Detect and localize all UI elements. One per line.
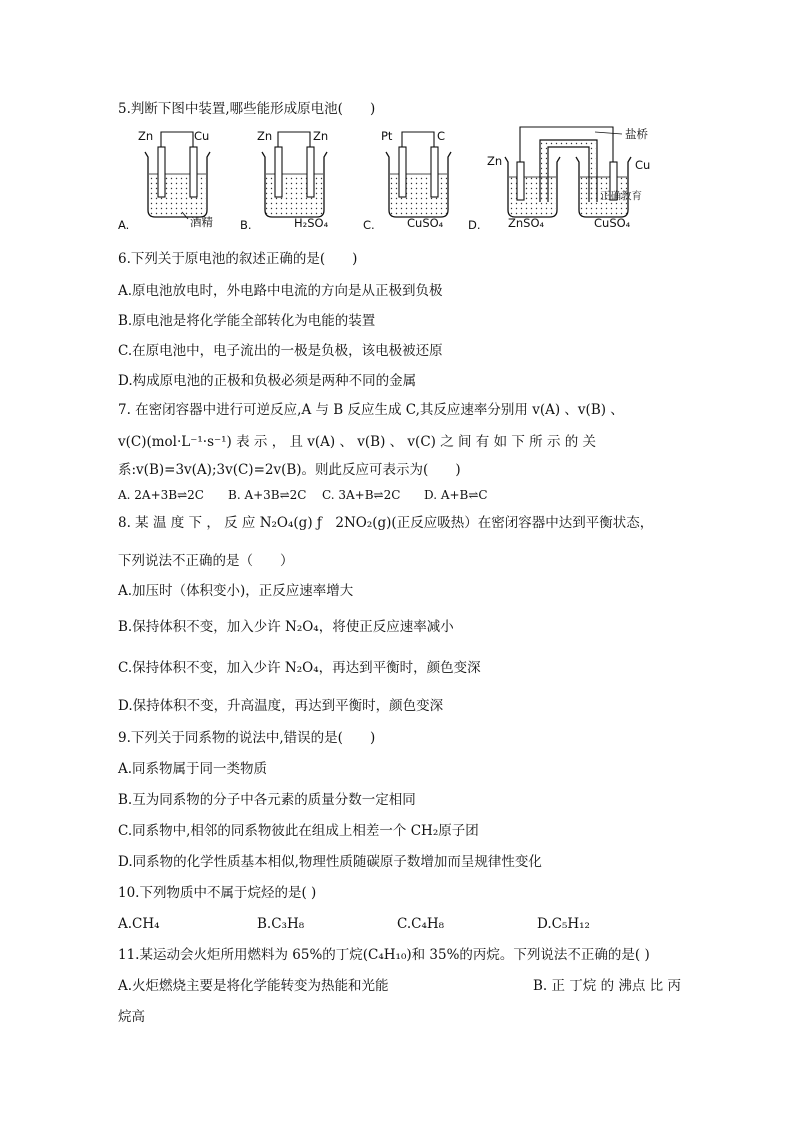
q5-diagram bbox=[110, 122, 690, 237]
fig-c-left-electrode: Pt bbox=[381, 129, 393, 143]
q9-option-a: A.同系物属于同一类物质 bbox=[118, 761, 268, 777]
fig-d-letter: D. bbox=[468, 218, 481, 232]
q11-option-b-continued: 烷高 bbox=[118, 1009, 145, 1025]
fig-a-solution: 酒精 bbox=[190, 215, 213, 229]
fig-b-letter: B. bbox=[240, 218, 252, 232]
fig-a-right-electrode: Cu bbox=[194, 129, 210, 143]
watermark-text: 正确教育 bbox=[600, 190, 642, 202]
q8-line-2: 下列说法不正确的是（ ） bbox=[118, 553, 294, 569]
q7-option-a: A. 2A+3B⇌2C bbox=[118, 488, 204, 502]
fig-d-left-solution: ZnSO₄ bbox=[508, 216, 545, 230]
fig-d-left-electrode: Zn bbox=[487, 154, 503, 168]
beaker-a bbox=[145, 132, 210, 219]
beaker-b bbox=[262, 132, 327, 217]
q6-option-a: A.原电池放电时，外电路中电流的方向是从正极到负极 bbox=[118, 283, 443, 299]
q8-option-d: D.保持体积不变，升高温度，再达到平衡时，颜色变深 bbox=[118, 698, 444, 714]
fig-c-solution: CuSO₄ bbox=[407, 216, 444, 230]
q7-line-2: v(C)(mol·L⁻¹·s⁻¹) 表 示 ， 且 v(A) 、 v(B) 、 v(C) 之 间 有 如 下 所 示 的 关 bbox=[118, 434, 597, 450]
q8-option-c: C.保持体积不变，加入少许 N₂O₄，再达到平衡时，颜色变深 bbox=[118, 660, 481, 676]
q6-option-b: B.原电池是将化学能全部转化为电能的装置 bbox=[118, 313, 376, 329]
q6-option-c: C.在原电池中，电子流出的一极是负极，该电极被还原 bbox=[118, 343, 443, 359]
q7-option-d: D. A+B⇌C bbox=[424, 488, 488, 502]
fig-a-left-electrode: Zn bbox=[138, 129, 154, 143]
q7-option-c: C. 3A+B⇌2C bbox=[322, 488, 401, 502]
q9-stem: 9.下列关于同系物的说法中,错误的是( ) bbox=[118, 730, 376, 746]
fig-b-left-electrode: Zn bbox=[257, 129, 273, 143]
q9-option-d: D.同系物的化学性质基本相似,物理性质随碳原子数增加而呈规律性变化 bbox=[118, 854, 542, 870]
fig-c-letter: C. bbox=[363, 218, 375, 232]
q10-option-c: C.C₄H₈ bbox=[397, 916, 445, 932]
fig-d-right-solution: CuSO₄ bbox=[594, 216, 631, 230]
q10-option-a: A.CH₄ bbox=[118, 916, 160, 932]
q8-line-1: 8. 某 温 度 下 ， 反 应 N₂O₄(g) ƒ 2NO₂(g)(正反应吸热）在密闭容器中达到平衡状态， bbox=[118, 515, 654, 531]
fig-a-letter: A. bbox=[118, 218, 130, 232]
q9-option-b: B.互为同系物的分子中各元素的质量分数一定相同 bbox=[118, 792, 416, 808]
q6-stem: 6.下列关于原电池的叙述正确的是( ) bbox=[118, 251, 358, 267]
q9-option-c: C.同系物中,相邻的同系物彼此在组成上相差一个 CH₂原子团 bbox=[118, 823, 479, 839]
salt-bridge-cell-d bbox=[505, 127, 631, 217]
q10-stem: 10.下列物质中不属于烷烃的是( ) bbox=[118, 885, 317, 901]
q11-option-a: A.火炬燃烧主要是将化学能转变为热能和光能 bbox=[118, 978, 389, 994]
q7-line-1: 7. 在密闭容器中进行可逆反应,A 与 B 反应生成 C,其反应速率分别用 v(A) 、v(B) 、 bbox=[118, 402, 624, 418]
q8-option-a: A.加压时（体积变小)，正反应速率增大 bbox=[118, 583, 354, 599]
q7-option-b: B. A+3B⇌2C bbox=[228, 488, 307, 502]
fig-b-right-electrode: Zn bbox=[313, 129, 329, 143]
fig-d-right-electrode: Cu bbox=[635, 158, 651, 172]
q8-option-b: B.保持体积不变，加入少许 N₂O₄，将使正反应速率减小 bbox=[118, 619, 454, 635]
q6-option-d: D.构成原电池的正极和负极必须是两种不同的金属 bbox=[118, 373, 417, 389]
q7-line-3: 系:v(B)=3v(A);3v(C)=2v(B)。则此反应可表示为( ) bbox=[118, 462, 461, 478]
q11-stem: 11.某运动会火炬所用燃料为 65%的丁烷(C₄H₁₀)和 35%的丙烷。下列说法不正确的是( ) bbox=[118, 947, 650, 963]
q11-option-b: B. 正 丁烷 的 沸点 比 丙 bbox=[533, 978, 681, 994]
fig-b-solution: H₂SO₄ bbox=[294, 216, 329, 230]
beaker-c bbox=[386, 132, 451, 217]
q10-option-b: B.C₃H₈ bbox=[257, 916, 305, 932]
fig-c-right-electrode: C bbox=[437, 129, 446, 143]
q10-option-d: D.C₅H₁₂ bbox=[537, 916, 590, 932]
q5-stem: 5.判断下图中装置,哪些能形成原电池( ) bbox=[118, 101, 376, 117]
fig-d-salt-bridge-label: 盐桥 bbox=[625, 127, 648, 141]
